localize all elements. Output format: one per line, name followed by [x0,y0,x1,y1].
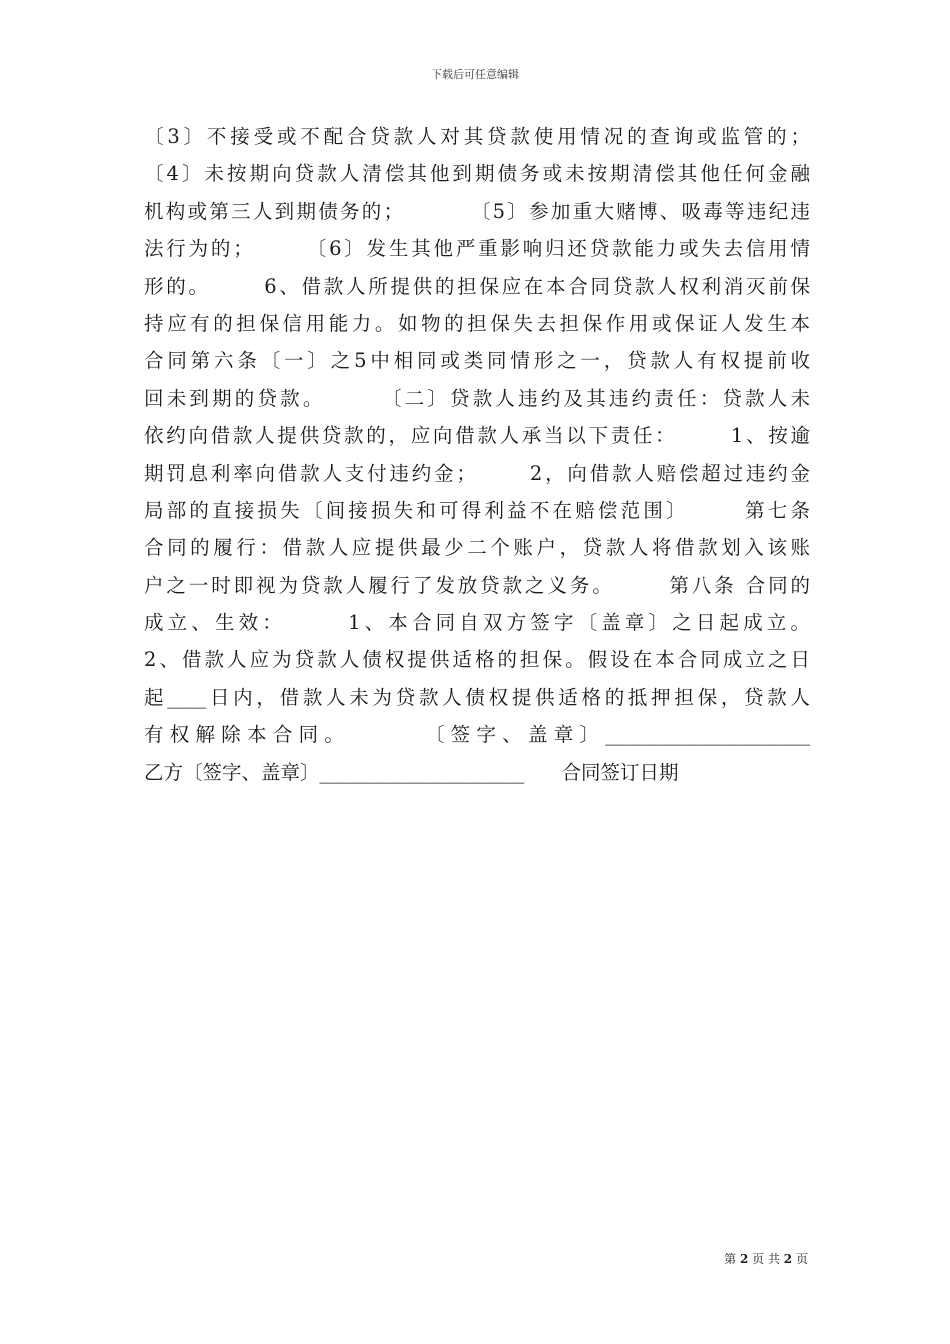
page-suffix: 页 [795,1252,808,1266]
contract-text-line: 期罚息利率向借款人支付违约金； 2，向借款人赔偿超过违约金 [144,461,810,485]
page-current: 2 [739,1252,749,1266]
contract-text-line: 起____日内，借款人未为贷款人债权提供适格的抵押担保，贷款人 [144,685,810,709]
contract-text-line: 法行为的； 〔6〕发生其他严重影响归还贷款能力或失去信用情 [144,237,810,261]
contract-text-line: 机构或第三人到期债务的； 〔5〕参加重大赌博、吸毒等违纪违 [144,199,810,223]
page-total: 2 [783,1252,793,1266]
contract-text-line: 成立、生效： 1、本合同自双方签字〔盖章〕之日起成立。 [144,611,810,635]
contract-text-line: 〔3〕不接受或不配合贷款人对其贷款使用情况的查询或监管的； [144,125,810,148]
page-number-footer [724,1250,808,1267]
contract-text-line: 局部的直接损失〔间接损失和可得利益不在赔偿范围〕 第七条 [144,498,810,522]
download-note: 下载后可任意编辑 [431,68,519,81]
contract-text-line: 户之一时即视为贷款人履行了发放贷款之义务。 第八条 合同的 [144,573,810,597]
contract-text-line: 回未到期的贷款。 〔二〕贷款人违约及其违约责任：贷款人未 [144,386,810,410]
contract-text-line: 依约向借款人提供贷款的，应向借款人承当以下责任： 1、按逾 [144,424,810,448]
contract-text-line: 合同第六条〔一〕之5中相同或类同情形之一，贷款人有权提前收 [144,349,810,373]
contract-text-line: 形的。 6、借款人所提供的担保应在本合同贷款人权利消灭前保 [144,274,810,298]
page-prefix: 第 [724,1252,737,1266]
contract-body [144,118,810,791]
contract-text-line: 有权解除本合同。 〔签字、盖章〕_____________________ [144,723,810,747]
contract-text-line: 2、借款人应为贷款人债权提供适格的担保。假设在本合同成立之日 [144,648,810,672]
page-middle: 页 共 [752,1252,780,1266]
contract-text-line: 合同的履行：借款人应提供最少二个账户，贷款人将借款划入该账 [144,536,810,560]
contract-text-line: 持应有的担保信用能力。如物的担保失去担保作用或保证人发生本 [144,311,810,335]
contract-text-line: 乙方〔签字、盖章〕_____________________ 合同签订日期 [144,760,679,784]
contract-text-line: 〔4〕未按期向贷款人清偿其他到期债务或未按期清偿其他任何金融 [144,162,810,186]
